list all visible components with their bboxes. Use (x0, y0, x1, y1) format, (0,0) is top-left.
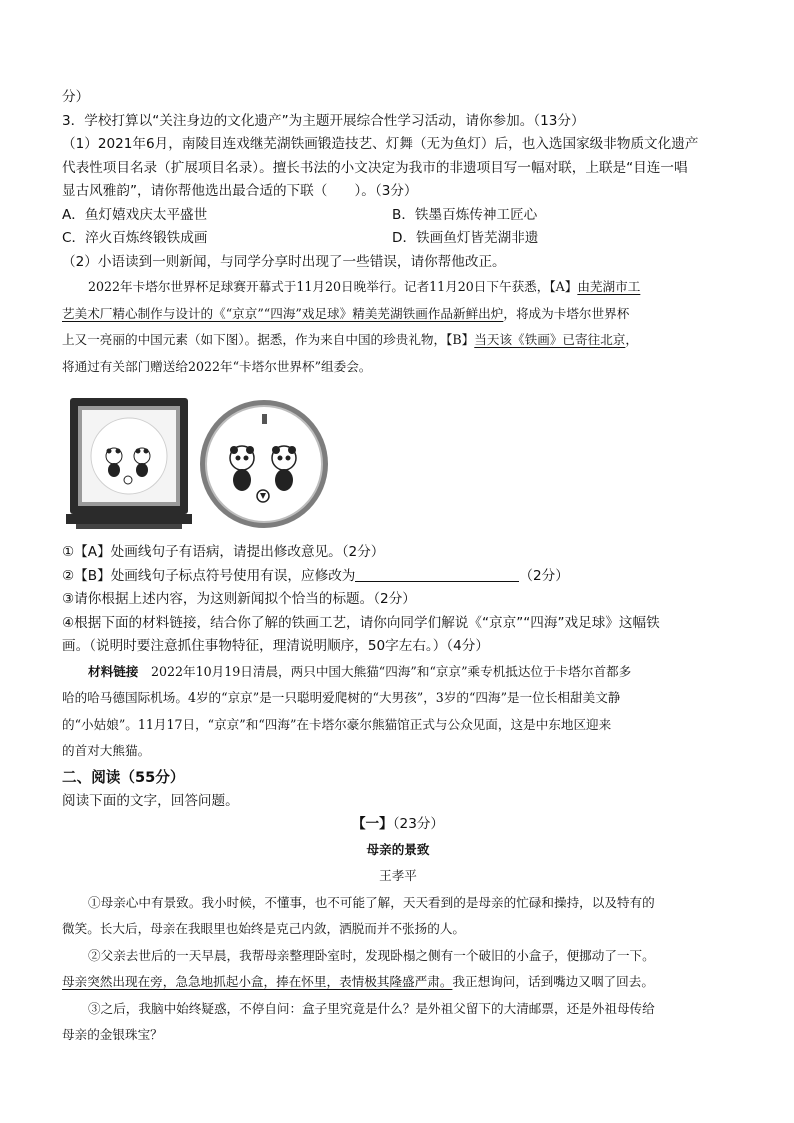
material-line-3: 的“小姑娘”。11月17日，“京京”和“四海”在卡塔尔豪尔熊猫馆正式与公众见面，这是中东地区迎来 (62, 716, 612, 732)
task-2: ②【B】处画线句子标点符号使用有误，应修改为 （2分） (62, 567, 569, 584)
reading-instruction: 阅读下面的文字，回答问题。 (62, 792, 239, 809)
q3-sub1-line2: 代表性项目名录（扩展项目名录）。擅长书法的小文决定为我市的非遗项目写一幅对联，上联是“目连一唱 (62, 159, 688, 176)
previous-question-tail: 分） (62, 89, 90, 105)
option-d: D．铁画鱼灯皆芜湖非遗 (392, 230, 539, 246)
underlined-sentence: 母亲突然出现在旁，急急地抓起小盒，捧在怀里，表情极其隆盛严肃。 (62, 974, 453, 989)
news-line-1: 2022年卡塔尔世界杯足球赛开幕式于11月20日晚举行。记者11月20日下午获悉，【A】由芜湖市工 (88, 279, 641, 294)
task-3: ③请你根据上述内容，为这则新闻拟个恰当的标题。（2分） (62, 591, 416, 607)
iron-painting-illustration (66, 396, 366, 531)
q3-sub2: （2）小语读到一则新闻，与同学分享时出现了一些错误，请你帮他改正。 (62, 253, 506, 270)
task-4-line2: 画。（说明时要注意抓住事物特征，理清说明顺序，50字左右。）（4分） (62, 638, 489, 654)
news-line-3: 上又一亮丽的中国元素（如下图）。据悉，作为来自中国的珍贵礼物，【B】当天该《铁画》已寄往北京， (62, 332, 638, 347)
article-title: 母亲的景致 (366, 841, 430, 857)
article-body (62, 890, 734, 1049)
article-author: 王孝平 (379, 868, 417, 883)
section-heading: 二、阅读（55分） (62, 768, 185, 786)
material-label: 材料链接 (88, 663, 139, 679)
sentence-a-underlined: 由芜湖市工 (577, 279, 641, 294)
task-1: ①【A】处画线句子有语病，请提出修改意见。（2分） (62, 544, 385, 560)
material-link: 材料链接 2022年10月19日清晨，两只中国大熊猫“四海”和“京京”乘专机抵达位于卡塔尔首都多 哈的哈马德国际机场。4岁的“京京”是一只聪明爱爬树的“大男孩”，3岁的“四海”是一位长相甜美文静 的“小姑娘”。11月17日，“京京”和“四海”在卡塔尔豪尔熊猫馆正式与公众见面，这是中东地区迎来 的首对大熊猫。 (62, 659, 734, 765)
answer-blank[interactable] (355, 567, 519, 582)
sentence-b-underlined: 当天该《铁画》已寄往北京 (474, 332, 626, 347)
option-a: A．鱼灯嬉戏庆太平盛世 (62, 206, 208, 223)
news-passage (62, 274, 734, 380)
sentence-a-underlined-cont: 艺美术厂精心制作与设计的《“京京”“四海”戏足球》精美芜湖铁画作品新鲜出炉 (62, 305, 504, 321)
news-line-4: 将通过有关部门赠送给2022年“卡塔尔世界杯”组委会。 (62, 358, 372, 374)
paragraph-3-line2: 母亲的金银珠宝？ (62, 1027, 163, 1042)
paragraph-1-line1: ①母亲心中有景致。我小时候，不懂事，也不可能了解，天天看到的是母亲的忙碌和操持，以及特有的 (88, 894, 655, 910)
question-3-stem: 3．学校打算以“关注身边的文化遗产”为主题开展综合性学习活动，请你参加。（13分） (62, 112, 585, 129)
q3-sub1-line1: （1）2021年6月，南陵目连戏继芜湖铁画锻造技艺、灯舞（无为鱼灯）后，也入选国家级非物质文化遗产 (62, 136, 699, 152)
part-label: 【一】（23分） (351, 816, 445, 832)
option-c: C．淬火百炼终锻铁成画 (62, 230, 208, 246)
iron-painting-image (66, 396, 366, 531)
emblem-mark (262, 414, 267, 424)
paragraph-2-line2: 母亲突然出现在旁，急急地抓起小盒，捧在怀里，表情极其隆盛严肃。我正想询问，话到嘴边又咽了回去。 (62, 974, 654, 989)
option-b: B．铁墨百炼传神工匠心 (392, 206, 538, 223)
options-row-2 (62, 227, 734, 251)
news-line-2: 艺美术厂精心制作与设计的《“京京”“四海”戏足球》精美芜湖铁画作品新鲜出炉，将成为卡塔尔世界杯 (62, 305, 630, 321)
paragraph-2-line1: ②父亲去世后的一天早晨，我帮母亲整理卧室时，发现卧榻之侧有一个破旧的小盒子，便挪动了一下。 (88, 947, 655, 963)
q3-sub1-line3: 显古风雅韵”，请你帮他选出最合适的下联（ ）。（3分） (62, 183, 418, 199)
options-row-1 (62, 204, 734, 228)
paragraph-3-line1: ③之后，我脑中始终疑惑，不停自问：盒子里究竟是什么？是外祖父留下的大清邮票，还是外祖母传给 (88, 1000, 655, 1016)
paragraph-1-line2: 微笑。长大后，母亲在我眼里也始终是克己内敛，洒脱而并不张扬的人。 (62, 921, 465, 936)
material-line-2: 哈的哈马德国际机场。4岁的“京京”是一只聪明爱爬树的“大男孩”，3岁的“四海”是一位长相甜美文静 (62, 690, 621, 705)
exam-page (62, 86, 734, 1049)
material-line-4: 的首对大熊猫。 (62, 743, 151, 758)
task-4-line1: ④根据下面的材料链接，结合你了解的铁画工艺，请你向同学们解说《“京京”“四海”戏足球》这幅铁 (62, 614, 660, 631)
